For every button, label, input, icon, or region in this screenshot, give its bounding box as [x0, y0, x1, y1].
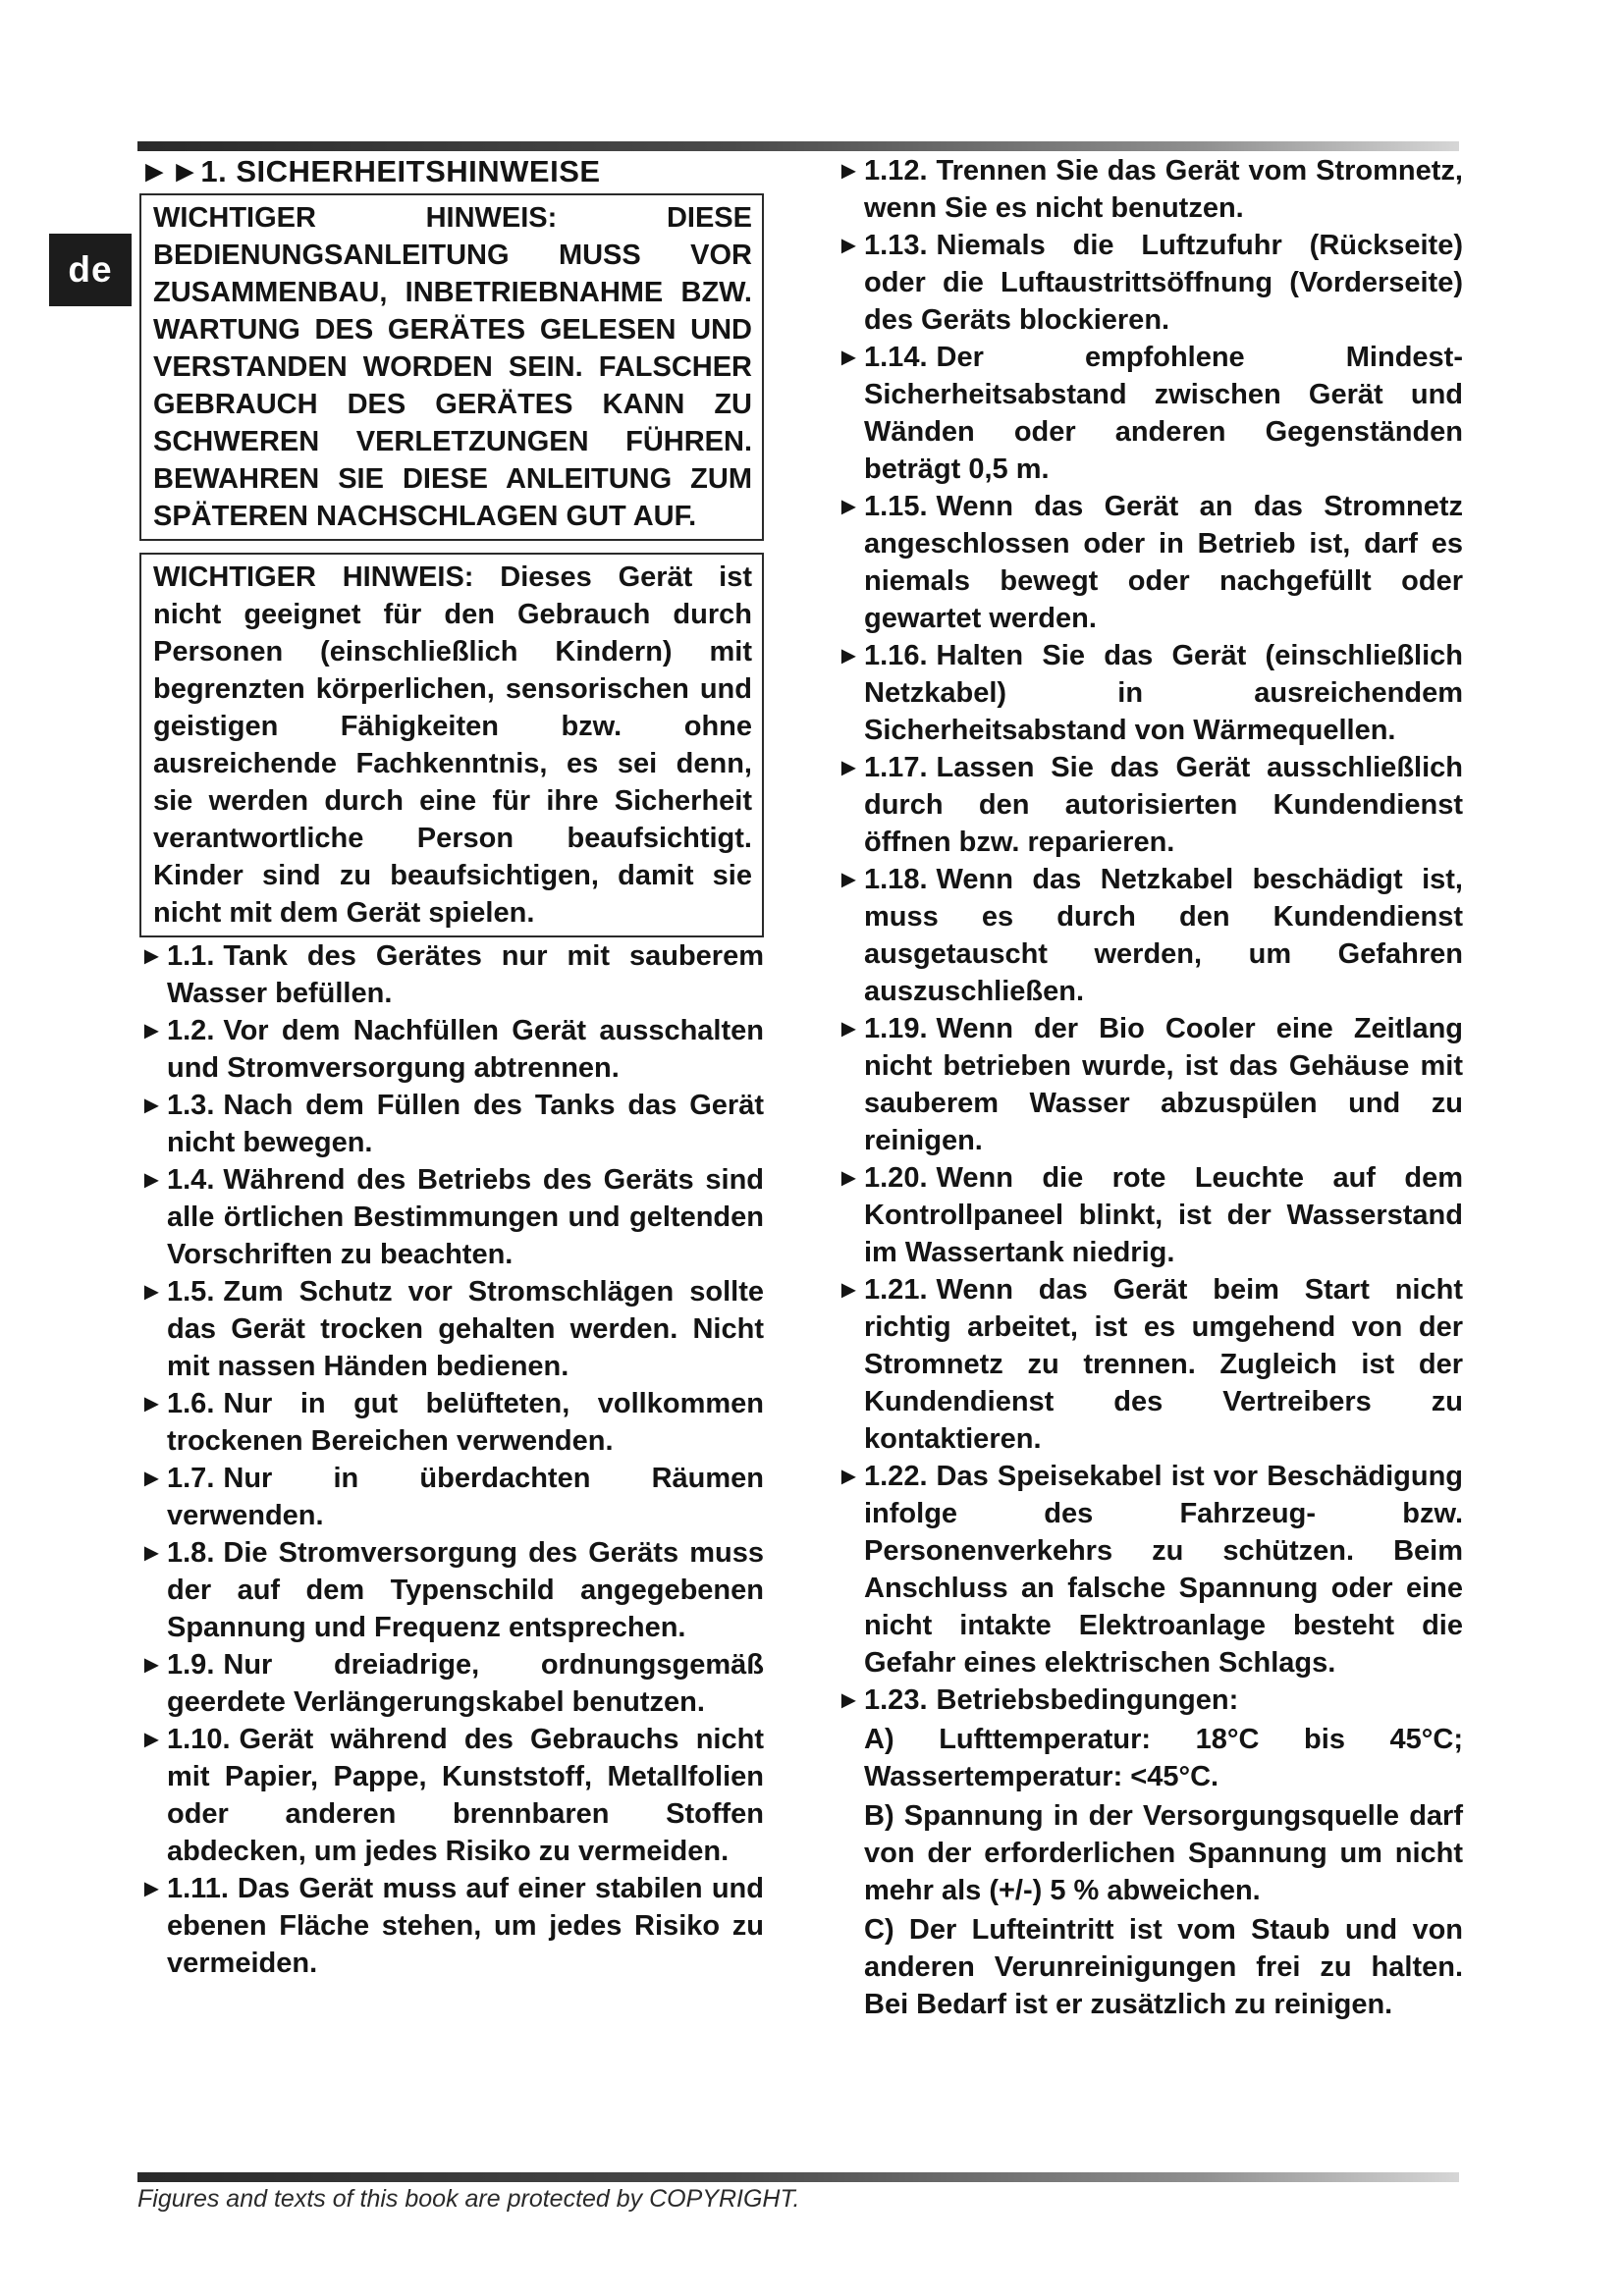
bullet-arrow-icon: ►: [837, 1686, 861, 1714]
list-item: [139, 1087, 764, 1161]
item-text: Nur dreiadrige, ordnungsgemäß geerdete Verlängerungskabel benutzen.: [167, 1649, 764, 1718]
item-text: Nur in gut belüfteten, vollkommen trockenen Bereichen verwenden.: [167, 1388, 764, 1457]
item-number: 1.6.: [167, 1388, 215, 1419]
bullet-arrow-icon: ►: [837, 1276, 861, 1304]
bullet-arrow-icon: ►: [837, 1164, 861, 1192]
bullet-arrow-icon: ►: [139, 1539, 164, 1567]
list-item: [837, 152, 1463, 227]
left-column: [139, 152, 764, 1982]
item-number: 1.13.: [864, 230, 928, 261]
item-number: 1.22.: [864, 1461, 928, 1492]
item-number: 1.15.: [864, 491, 928, 522]
bullet-arrow-icon: ►: [837, 232, 861, 259]
list-item: [837, 861, 1463, 1010]
bullet-arrow-icon: ►: [139, 942, 164, 970]
bullet-arrow-icon: ►: [837, 344, 861, 371]
item-number: 1.1.: [167, 940, 215, 972]
list-item: [139, 1460, 764, 1534]
item-number: 1.4.: [167, 1164, 215, 1196]
bullet-arrow-icon: ►: [139, 1092, 164, 1119]
bullet-arrow-icon: ►: [139, 1465, 164, 1492]
warning-box-1: WICHTIGER HINWEIS: DIESE BEDIENUNGSANLEITUNG MUSS VOR ZUSAMMENBAU, INBETRIEBNAHME BZW. WARTUNG DES GERÄTES GELESEN UND VERSTANDEN WORDEN SEIN. FALSCHER GEBRAUCH DES GERÄTES KANN ZU SCHWEREN VERLETZUNGEN FÜHREN. BEWAHREN SIE DIESE ANLEITUNG ZUM SPÄTEREN NACHSCHLAGEN GUT AUF.: [139, 193, 764, 541]
section-heading: [139, 152, 764, 191]
item-number: 1.3.: [167, 1090, 215, 1121]
item-number: 1.23.: [864, 1684, 928, 1716]
list-item: [139, 1161, 764, 1273]
top-rule: [137, 141, 1459, 151]
bullet-arrow-icon: ►: [837, 866, 861, 893]
bullet-arrow-icon: ►: [837, 493, 861, 520]
item-text: Betriebsbedingungen:: [936, 1684, 1239, 1716]
right-column: [837, 152, 1463, 2023]
item-text: Gerät während des Gebrauchs nicht mit Papier, Pappe, Kunststoff, Metallfolien oder anderen brennbaren Stoffen abdecken, um jedes Risiko zu vermeiden.: [167, 1724, 764, 1867]
list-item: [837, 637, 1463, 749]
heading-title: 1. SICHERHEITSHINWEISE: [200, 154, 601, 188]
list-item: [837, 1458, 1463, 1682]
item-number: 1.14.: [864, 342, 928, 373]
item-text: Das Speisekabel ist vor Beschädigung infolge des Fahrzeug- bzw. Personenverkehrs zu schützen. Beim Anschluss an falsche Spannung oder eine nicht intakte Elektroanlage besteht die Gefahr eines elektrischen Schlags.: [864, 1461, 1463, 1679]
copyright-footer: Figures and texts of this book are protected by COPYRIGHT.: [137, 2185, 800, 2213]
list-item: [837, 1010, 1463, 1159]
item-text: Während des Betriebs des Geräts sind alle örtlichen Bestimmungen und geltenden Vorschriften zu beachten.: [167, 1164, 764, 1270]
heading-arrows: ►►: [139, 154, 201, 188]
item-text: Nach dem Füllen des Tanks das Gerät nicht bewegen.: [167, 1090, 764, 1158]
item-number: 1.20.: [864, 1162, 928, 1194]
item-number: 1.2.: [167, 1015, 215, 1046]
item-number: 1.21.: [864, 1274, 928, 1306]
item-number: 1.18.: [864, 864, 928, 895]
item-text: Trennen Sie das Gerät vom Stromnetz, wenn Sie es nicht benutzen.: [864, 155, 1463, 224]
item-number: 1.12.: [864, 155, 928, 187]
list-item: [139, 1385, 764, 1460]
item-number: 1.9.: [167, 1649, 215, 1681]
list-item-operating-conditions: [837, 1682, 1463, 2023]
list-item: [837, 488, 1463, 637]
item-text: Tank des Gerätes nur mit sauberem Wasser befüllen.: [167, 940, 764, 1009]
list-item: [837, 1159, 1463, 1271]
condition-a: A) Lufttemperatur: 18°C bis 45°C; Wassertemperatur: <45°C.: [864, 1724, 1463, 1792]
bullet-arrow-icon: ►: [139, 1651, 164, 1679]
item-text: Der empfohlene Mindest-Sicherheitsabstand zwischen Gerät und Wänden oder anderen Gegenständen beträgt 0,5 m.: [864, 342, 1463, 485]
item-text: Zum Schutz vor Stromschlägen sollte das Gerät trocken gehalten werden. Nicht mit nassen Händen bedienen.: [167, 1276, 764, 1382]
item-number: 1.16.: [864, 640, 928, 671]
list-item: [139, 1534, 764, 1646]
item-number: 1.17.: [864, 752, 928, 783]
bullet-arrow-icon: ►: [837, 1463, 861, 1490]
condition-c: C) Der Lufteintritt ist vom Staub und von anderen Verunreinigungen frei zu halten. Bei Bedarf ist er zusätzlich zu reinigen.: [864, 1914, 1463, 2020]
item-number: 1.5.: [167, 1276, 215, 1308]
item-text: Nur in überdachten Räumen verwenden.: [167, 1463, 764, 1531]
item-text: Lassen Sie das Gerät ausschließlich durch den autorisierten Kundendienst öffnen bzw. reparieren.: [864, 752, 1463, 858]
item-number: 1.11.: [167, 1873, 229, 1904]
bullet-arrow-icon: ►: [139, 1390, 164, 1417]
item-number: 1.19.: [864, 1013, 928, 1044]
item-text: Halten Sie das Gerät (einschließlich Netzkabel) in ausreichendem Sicherheitsabstand von Wärmequellen.: [864, 640, 1463, 746]
item-text: Wenn die rote Leuchte auf dem Kontrollpaneel blinkt, ist der Wasserstand im Wassertank niedrig.: [864, 1162, 1463, 1268]
item-text: Wenn der Bio Cooler eine Zeitlang nicht betrieben wurde, ist das Gehäuse mit sauberem Wasser abzuspülen und zu reinigen.: [864, 1013, 1463, 1156]
list-item: [139, 937, 764, 1012]
list-item: [139, 1012, 764, 1087]
bullet-arrow-icon: ►: [139, 1875, 164, 1902]
list-item: [837, 1271, 1463, 1458]
bullet-arrow-icon: ►: [837, 157, 861, 185]
item-text: Vor dem Nachfüllen Gerät ausschalten und Stromversorgung abtrennen.: [167, 1015, 764, 1084]
item-number: 1.10.: [167, 1724, 231, 1755]
item-text: Das Gerät muss auf einer stabilen und ebenen Fläche stehen, um jedes Risiko zu vermeiden.: [167, 1873, 764, 1979]
bullet-arrow-icon: ►: [837, 754, 861, 781]
condition-b: B) Spannung in der Versorgungsquelle darf von der erforderlichen Spannung um nicht mehr als (+/-) 5 % abweichen.: [864, 1800, 1463, 1906]
item-text: Wenn das Netzkabel beschädigt ist, muss es durch den Kundendienst ausgetauscht werden, um Gefahren auszuschließen.: [864, 864, 1463, 1007]
list-item: [139, 1273, 764, 1385]
list-item: [837, 749, 1463, 861]
list-item: [139, 1646, 764, 1721]
bullet-arrow-icon: ►: [139, 1726, 164, 1753]
bullet-arrow-icon: ►: [139, 1017, 164, 1044]
bottom-rule: [137, 2172, 1459, 2182]
list-item: [139, 1870, 764, 1982]
item-text: Wenn das Gerät beim Start nicht richtig arbeitet, ist es umgehend von der Stromnetz zu trennen. Zugleich ist der Kundendienst des Vertreibers zu kontaktieren.: [864, 1274, 1463, 1455]
bullet-arrow-icon: ►: [139, 1278, 164, 1306]
left-item-list: [139, 937, 764, 1982]
bullet-arrow-icon: ►: [139, 1166, 164, 1194]
list-item: [837, 227, 1463, 339]
warning-box-2: WICHTIGER HINWEIS: Dieses Gerät ist nicht geeignet für den Gebrauch durch Personen (einschließlich Kindern) mit begrenzten körperlichen, sensorischen und geistigen Fähigkeiten bzw. ohne ausreichende Fachkenntnis, es sei denn, sie werden durch eine für ihre Sicherheit verantwortliche Person beaufsichtigt. Kinder sind zu beaufsichtigen, damit sie nicht mit dem Gerät spielen.: [139, 553, 764, 937]
item-text: Niemals die Luftzufuhr (Rückseite) oder die Luftaustrittsöffnung (Vorderseite) des Geräts blockieren.: [864, 230, 1463, 336]
item-text: Die Stromversorgung des Geräts muss der auf dem Typenschild angegebenen Spannung und Frequenz entsprechen.: [167, 1537, 764, 1643]
item-number: 1.8.: [167, 1537, 215, 1569]
list-item: [139, 1721, 764, 1870]
item-number: 1.7.: [167, 1463, 215, 1494]
language-tab: de: [49, 234, 132, 306]
bullet-arrow-icon: ►: [837, 642, 861, 669]
list-item: [837, 339, 1463, 488]
bullet-arrow-icon: ►: [837, 1015, 861, 1042]
item-text: Wenn das Gerät an das Stromnetz angeschlossen oder in Betrieb ist, darf es niemals bewegt oder nachgefüllt oder gewartet werden.: [864, 491, 1463, 634]
